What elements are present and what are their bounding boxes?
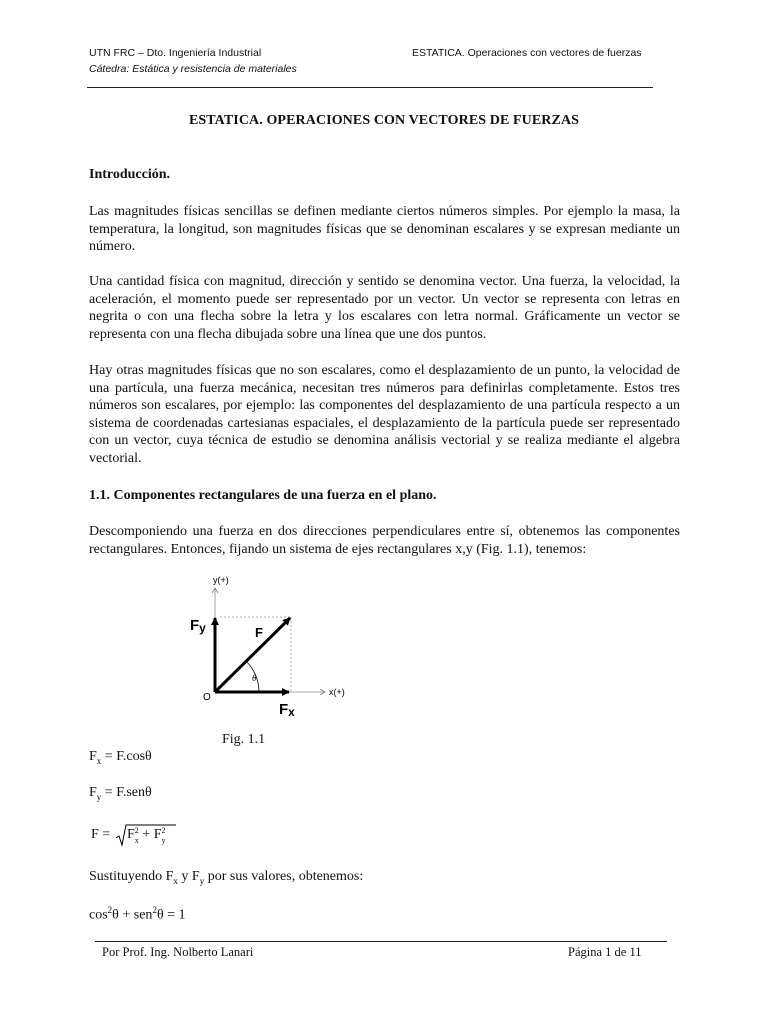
section-paragraph: Descomponiendo una fuerza en dos direcciones perpendiculares entre sí, obtenemos las componentes rectangulares. Entonces, fijando un sistema de ejes rectangulares x,y (Fig. 1.1), tenemos: [89, 524, 680, 557]
formula-identity: $\cos^2\theta + sen^2\theta = 1$ [89, 905, 186, 923]
section-heading: 1.1. Componentes rectangulares de una fuerza en el plano. [89, 488, 437, 503]
magnitude-radicand: F 2 x + F 2 y [127, 826, 166, 845]
header-course: UTN FRC – Dto. Ingeniería Industrial [89, 47, 262, 59]
header-subject: Cátedra: Estática y resistencia de materiales [89, 63, 297, 75]
substitution-text: Sustituyendo $F_x$ y $F_y$ por sus valores, obtenemos: [89, 869, 364, 886]
fy-label: Fy [190, 617, 206, 635]
origin-label: O [203, 692, 211, 703]
header-document-title: ESTATICA. Operaciones con vectores de fuerzas [412, 47, 642, 59]
f-label: F [255, 625, 263, 640]
paragraph-2: Una cantidad física con magnitud, dirección y sentido se denomina vector. Una fuerza, la velocidad, la aceleración, el momento puede ser representado por un vector. Un vector se representa con letras en negrita o con una flecha sobre la letra y los escalares con letra normal. Gráficamente un vector se representa con una flecha dibujada sobre una línea que une dos puntos. [89, 274, 680, 342]
page-title: ESTATICA. OPERACIONES CON VECTORES DE FUERZAS [188, 113, 580, 128]
page-number: Página 1 de 11 [568, 945, 642, 959]
figure-caption: Fig. 1.1 [222, 732, 266, 747]
y-axis-label: y(+) [213, 575, 229, 585]
formula-fx: $F_x = F.\cos\theta$ [89, 749, 152, 766]
formula-magnitude [89, 823, 179, 853]
formula-fy: $F_y = F.sen\theta$ [89, 785, 152, 802]
angle-label: θ [252, 673, 257, 683]
footer-rule [95, 941, 667, 942]
paragraph-1: Las magnitudes físicas sencillas se definen mediante ciertos números simples. Por ejemplo la masa, la temperatura, la longitud, son magnitudes físicas que se denominan escalares y se expresan mediante un número. [89, 204, 680, 254]
footer-author: Por Prof. Ing. Nolberto Lanari [102, 945, 254, 959]
paragraph-3: Hay otras magnitudes físicas que no son escalares, como el desplazamiento de un punto, la velocidad de una partícula, una fuerza mecánica, necesitan tres números para definirlas completamente. Estos tres números son escalares, por ejemplo: las componentes del desplazamiento de una partícula respecto a un sistema de coordenadas cartesianas espaciales, el desplazamiento de la partícula puede ser representado con un vector, cuya técnica de estudio se denomina análisis vectorial y se realiza mediante el algebra vectorial. [89, 363, 680, 466]
header-rule [87, 87, 653, 88]
magnitude-lhs: F = [91, 827, 111, 842]
fx-label: Fx [279, 701, 295, 719]
x-axis-label: x(+) [329, 687, 345, 697]
intro-heading: Introducción. [89, 167, 171, 182]
figure-force-components [180, 570, 360, 720]
